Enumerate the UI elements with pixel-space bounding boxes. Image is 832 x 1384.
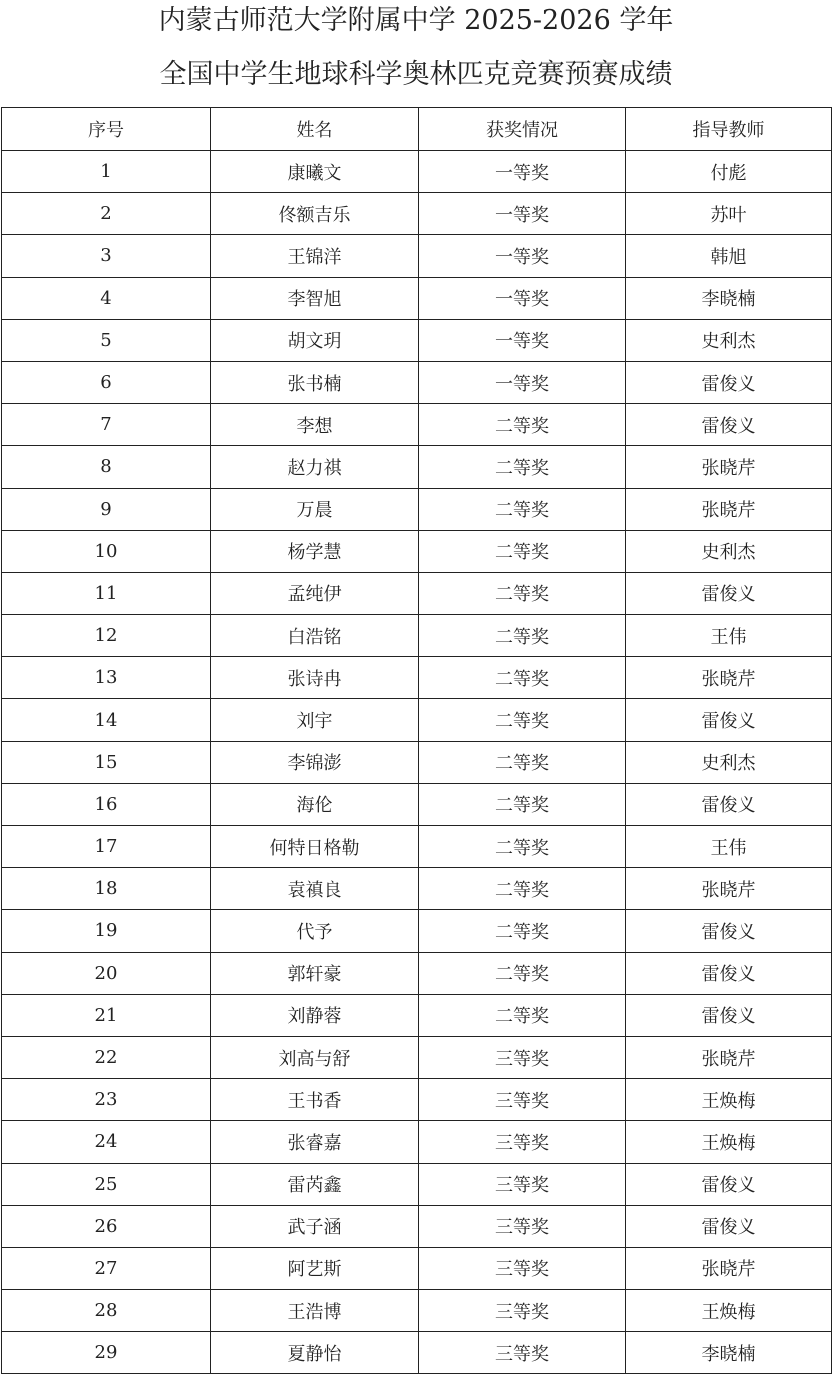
cell-award: 三等奖 [419,1163,626,1205]
table-row [2,1205,832,1247]
cell-index: 9 [2,488,211,530]
cell-index: 17 [2,826,211,868]
cell-teacher: 雷俊义 [626,1205,832,1247]
cell-award: 一等奖 [419,193,626,235]
cell-teacher: 史利杰 [626,530,832,572]
cell-teacher: 张晓芹 [626,1036,832,1078]
table-row [2,1036,832,1078]
table-row [2,1163,832,1205]
cell-student-name: 刘静蓉 [211,994,419,1036]
cell-index: 19 [2,910,211,952]
cell-award: 二等奖 [419,657,626,699]
table-header-row [2,108,832,151]
cell-student-name: 郭轩豪 [211,952,419,994]
cell-student-name: 李锦澎 [211,741,419,783]
cell-teacher: 史利杰 [626,319,832,361]
cell-award: 二等奖 [419,446,626,488]
cell-student-name: 赵力祺 [211,446,419,488]
cell-index: 20 [2,952,211,994]
table-row [2,1247,832,1289]
header-name: 姓名 [211,108,419,151]
cell-index: 16 [2,783,211,825]
cell-award: 三等奖 [419,1079,626,1121]
table-row [2,783,832,825]
cell-student-name: 雷芮鑫 [211,1163,419,1205]
cell-teacher: 雷俊义 [626,572,832,614]
cell-teacher: 雷俊义 [626,361,832,403]
cell-student-name: 孟纯伊 [211,572,419,614]
cell-index: 12 [2,615,211,657]
table-row [2,193,832,235]
cell-index: 18 [2,868,211,910]
results-table [1,107,832,1374]
table-row [2,530,832,572]
table-row [2,910,832,952]
table-row [2,1290,832,1332]
cell-teacher: 雷俊义 [626,783,832,825]
cell-student-name: 夏静怡 [211,1332,419,1374]
cell-index: 2 [2,193,211,235]
cell-teacher: 王焕梅 [626,1290,832,1332]
cell-student-name: 李智旭 [211,277,419,319]
cell-award: 三等奖 [419,1205,626,1247]
cell-student-name: 万晨 [211,488,419,530]
cell-index: 8 [2,446,211,488]
cell-student-name: 张睿嘉 [211,1121,419,1163]
cell-student-name: 阿艺斯 [211,1247,419,1289]
table-row [2,699,832,741]
cell-student-name: 刘宇 [211,699,419,741]
cell-teacher: 王焕梅 [626,1121,832,1163]
cell-award: 三等奖 [419,1290,626,1332]
cell-teacher: 李晓楠 [626,1332,832,1374]
cell-index: 1 [2,151,211,193]
cell-award: 二等奖 [419,952,626,994]
cell-teacher: 王伟 [626,615,832,657]
header-award: 获奖情况 [419,108,626,151]
cell-index: 27 [2,1247,211,1289]
table-row [2,446,832,488]
table-row [2,572,832,614]
table-row [2,235,832,277]
cell-award: 二等奖 [419,404,626,446]
header-index: 序号 [2,108,211,151]
table-row [2,615,832,657]
cell-award: 一等奖 [419,151,626,193]
table-row [2,277,832,319]
cell-award: 二等奖 [419,741,626,783]
cell-teacher: 张晓芹 [626,657,832,699]
cell-index: 21 [2,994,211,1036]
cell-award: 三等奖 [419,1036,626,1078]
cell-student-name: 佟额吉乐 [211,193,419,235]
cell-award: 三等奖 [419,1121,626,1163]
cell-student-name: 王浩博 [211,1290,419,1332]
cell-index: 3 [2,235,211,277]
table-row [2,404,832,446]
cell-award: 二等奖 [419,530,626,572]
table-row [2,994,832,1036]
cell-student-name: 张书楠 [211,361,419,403]
table-row [2,151,832,193]
cell-teacher: 王伟 [626,826,832,868]
cell-teacher: 雷俊义 [626,910,832,952]
cell-teacher: 雷俊义 [626,952,832,994]
cell-teacher: 王焕梅 [626,1079,832,1121]
cell-award: 二等奖 [419,699,626,741]
cell-teacher: 雷俊义 [626,699,832,741]
cell-index: 6 [2,361,211,403]
cell-teacher: 雷俊义 [626,994,832,1036]
cell-student-name: 胡文玥 [211,319,419,361]
page-title: 内蒙古师范大学附属中学 2025-2026 学年 [158,5,674,36]
cell-award: 一等奖 [419,361,626,403]
table-row [2,952,832,994]
cell-student-name: 海伦 [211,783,419,825]
cell-index: 7 [2,404,211,446]
cell-index: 25 [2,1163,211,1205]
cell-index: 10 [2,530,211,572]
table-row [2,1079,832,1121]
cell-teacher: 雷俊义 [626,404,832,446]
cell-student-name: 代予 [211,910,419,952]
cell-teacher: 韩旭 [626,235,832,277]
cell-index: 22 [2,1036,211,1078]
cell-teacher: 张晓芹 [626,488,832,530]
cell-student-name: 张诗冉 [211,657,419,699]
cell-teacher: 付彪 [626,151,832,193]
cell-index: 13 [2,657,211,699]
header-teacher: 指导教师 [626,108,832,151]
cell-index: 26 [2,1205,211,1247]
page-subtitle: 全国中学生地球科学奥林匹克竞赛预赛成绩 [159,59,673,90]
table-row [2,1121,832,1163]
cell-award: 三等奖 [419,1247,626,1289]
table-row [2,657,832,699]
cell-teacher: 雷俊义 [626,1163,832,1205]
cell-student-name: 刘高与舒 [211,1036,419,1078]
cell-award: 二等奖 [419,826,626,868]
cell-index: 4 [2,277,211,319]
cell-award: 二等奖 [419,868,626,910]
cell-teacher: 李晓楠 [626,277,832,319]
cell-award: 二等奖 [419,572,626,614]
cell-index: 14 [2,699,211,741]
cell-award: 一等奖 [419,319,626,361]
table-row [2,361,832,403]
cell-student-name: 何特日格勒 [211,826,419,868]
table-row [2,319,832,361]
cell-award: 一等奖 [419,235,626,277]
cell-award: 二等奖 [419,994,626,1036]
cell-award: 二等奖 [419,783,626,825]
cell-student-name: 王书香 [211,1079,419,1121]
cell-award: 二等奖 [419,910,626,952]
cell-index: 11 [2,572,211,614]
cell-student-name: 王锦洋 [211,235,419,277]
cell-teacher: 张晓芹 [626,868,832,910]
cell-index: 15 [2,741,211,783]
cell-award: 二等奖 [419,615,626,657]
cell-student-name: 武子涵 [211,1205,419,1247]
table-row [2,741,832,783]
cell-index: 24 [2,1121,211,1163]
cell-award: 三等奖 [419,1332,626,1374]
cell-index: 28 [2,1290,211,1332]
cell-index: 29 [2,1332,211,1374]
table-row [2,488,832,530]
table-row [2,1332,832,1374]
cell-teacher: 张晓芹 [626,446,832,488]
results-table-body [2,151,832,1374]
cell-student-name: 李想 [211,404,419,446]
cell-student-name: 康曦文 [211,151,419,193]
cell-award: 二等奖 [419,488,626,530]
cell-student-name: 白浩铭 [211,615,419,657]
cell-award: 一等奖 [419,277,626,319]
cell-teacher: 张晓芹 [626,1247,832,1289]
table-row [2,826,832,868]
cell-index: 5 [2,319,211,361]
cell-teacher: 苏叶 [626,193,832,235]
table-row [2,868,832,910]
cell-student-name: 杨学慧 [211,530,419,572]
cell-student-name: 袁禛良 [211,868,419,910]
cell-teacher: 史利杰 [626,741,832,783]
cell-index: 23 [2,1079,211,1121]
